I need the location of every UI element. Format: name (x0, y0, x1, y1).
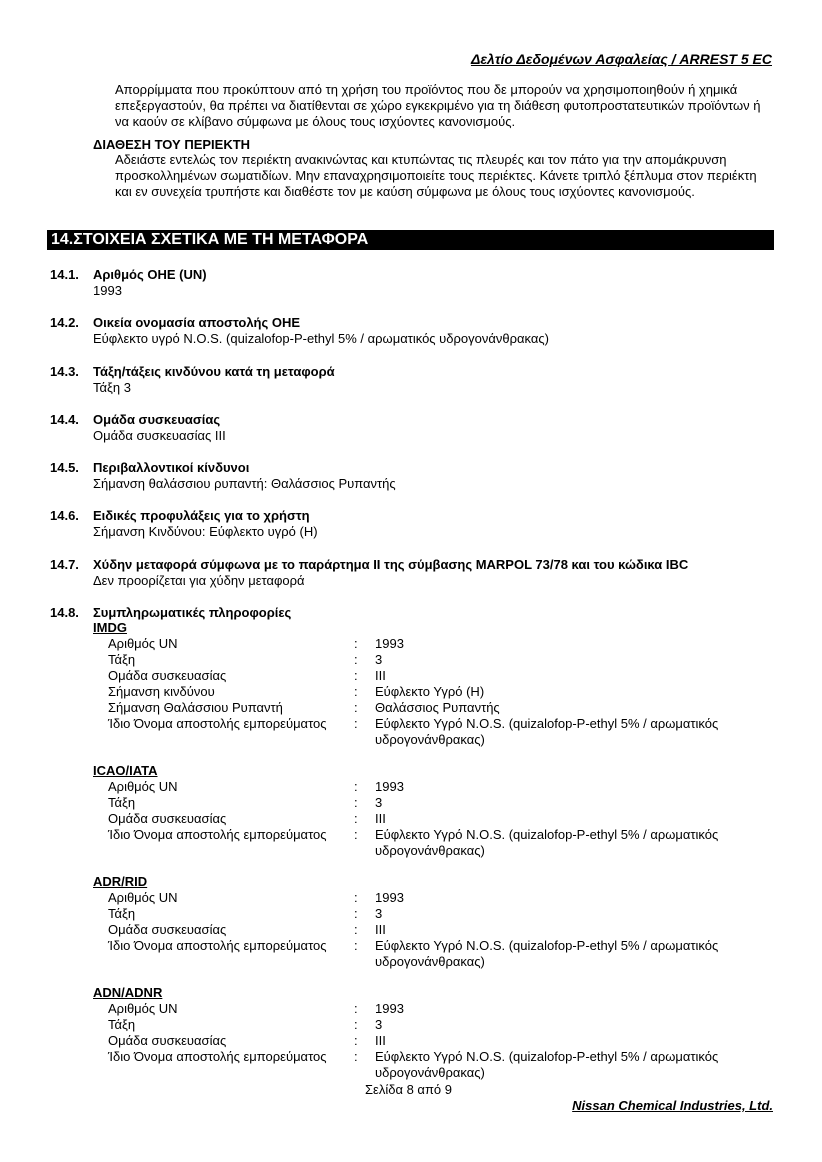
item-value: Ομάδα συσκευασίας III (93, 428, 226, 443)
row-key: Αριθμός UN (108, 890, 178, 905)
disposal-heading: ΔΙΑΘΕΣΗ ΤΟΥ ΠΕΡΙΕΚΤΗ (93, 137, 251, 152)
item-title: Χύδην μεταφορά σύμφωνα με το παράρτημα II της σύμβασης MARPOL 73/78 και του κώδικα IBC (93, 557, 689, 572)
row-key: Τάξη (108, 652, 136, 667)
adr-heading: ADR/RID (93, 874, 148, 889)
row-colon: : (354, 795, 358, 810)
row-key: Ίδιο Όνομα αποστολής εμπορεύματος (108, 1049, 327, 1064)
row-value: 1993 (375, 890, 404, 905)
row-key: Σήμανση κινδύνου (108, 684, 215, 699)
item-value: Σήμανση Κινδύνου: Εύφλεκτο υγρό (H) (93, 524, 318, 539)
item-title: Περιβαλλοντικοί κίνδυνοι (93, 460, 250, 475)
row-key: Αριθμός UN (108, 779, 178, 794)
row-value: III (375, 668, 386, 683)
row-value: III (375, 1033, 386, 1048)
item-number: 14.2. (50, 315, 79, 330)
intro-paragraph: Απορρίμματα που προκύπτουν από τη χρήση του προϊόντος που δε μπορούν να χρησιμοποιηθούν ή χημικά επεξεργαστούν, θα πρέπει να διατίθενται σε χώρο εγκεκριμένο για τη διάθεση φυτοπροστατευτικών προϊόντων ή να καούν σε κλίβανο σύμφωνα με όλους τους ισχύοντες κανονισμούς. (115, 82, 761, 129)
row-colon: : (354, 779, 358, 794)
item-number: 14.6. (50, 508, 79, 523)
row-key: Ομάδα συσκευασίας (108, 1033, 227, 1048)
item-title: Αριθμός ΟΗΕ (UN) (93, 267, 207, 282)
item-number: 14.4. (50, 412, 79, 427)
row-key: Αριθμός UN (108, 1001, 178, 1016)
row-colon: : (354, 906, 358, 921)
company-footer: Nissan Chemical Industries, Ltd. (572, 1098, 773, 1113)
row-colon: : (354, 827, 358, 842)
item-title: Ειδικές προφυλάξεις για το χρήστη (93, 508, 310, 523)
row-key: Ομάδα συσκευασίας (108, 922, 227, 937)
item-title: Ομάδα συσκευασίας (93, 412, 221, 427)
item-number: 14.8. (50, 605, 79, 620)
row-value: Εύφλεκτο Υγρό N.O.S. (quizalofop-P-ethyl 5% / αρωματικός υδρογονάνθρακας) (375, 827, 719, 858)
imdg-heading: IMDG (93, 620, 127, 635)
row-key: Ίδιο Όνομα αποστολής εμπορεύματος (108, 716, 327, 731)
item-number: 14.1. (50, 267, 79, 282)
disposal-paragraph: Αδειάστε εντελώς τον περιέκτη ανακινώντας και κτυπώντας τις πλευρές και τον πάτο για την απομάκρυνση προσκολλημένων σωματιδίων. Μην επαναχρησιμοποιείτε τους περιέκτες. Κάνετε τριπλό ξέπλυμα στον περιέκτη και εν συνεχεία τρυπήστε και διαθέστε τον με καύση σύμφωνα με όλους τους ισχύοντες κανονισμούς. (115, 152, 757, 199)
row-colon: : (354, 1049, 358, 1064)
row-colon: : (354, 1033, 358, 1048)
row-key: Τάξη (108, 1017, 136, 1032)
row-colon: : (354, 684, 358, 699)
row-colon: : (354, 636, 358, 651)
row-key: Ομάδα συσκευασίας (108, 668, 227, 683)
row-key: Σήμανση Θαλάσσιου Ρυπαντή (108, 700, 283, 715)
row-value: Εύφλεκτο Υγρό (H) (375, 684, 485, 699)
row-colon: : (354, 1001, 358, 1016)
row-value: 3 (375, 795, 383, 810)
row-value: 1993 (375, 1001, 404, 1016)
document-header: Δελτίο Δεδομένων Ασφαλείας / ARREST 5 EC (470, 51, 772, 67)
row-value: 1993 (375, 779, 404, 794)
row-colon: : (354, 716, 358, 731)
row-value: 3 (375, 1017, 383, 1032)
row-key: Τάξη (108, 795, 136, 810)
row-colon: : (354, 668, 358, 683)
row-value: Θαλάσσιος Ρυπαντής (375, 700, 500, 715)
item-title: Οικεία ονομασία αποστολής ΟΗΕ (93, 315, 301, 330)
row-value: III (375, 922, 386, 937)
row-value: Εύφλεκτο Υγρό N.O.S. (quizalofop-P-ethyl 5% / αρωματικός υδρογονάνθρακας) (375, 938, 719, 969)
row-value: 3 (375, 652, 383, 667)
row-colon: : (354, 890, 358, 905)
item-value: Σήμανση θαλάσσιου ρυπαντή: Θαλάσσιος Ρυπαντής (93, 476, 396, 491)
row-value: Εύφλεκτο Υγρό N.O.S. (quizalofop-P-ethyl 5% / αρωματικός υδρογονάνθρακας) (375, 716, 719, 747)
item-number: 14.5. (50, 460, 79, 475)
item-value: Τάξη 3 (93, 380, 131, 395)
item-number: 14.3. (50, 364, 79, 379)
row-value: 1993 (375, 636, 404, 651)
row-colon: : (354, 938, 358, 953)
row-key: Τάξη (108, 906, 136, 921)
row-colon: : (354, 1017, 358, 1032)
row-colon: : (354, 700, 358, 715)
icao-heading: ICAO/IATA (93, 763, 158, 778)
row-colon: : (354, 922, 358, 937)
row-value: Εύφλεκτο Υγρό N.O.S. (quizalofop-P-ethyl 5% / αρωματικός υδρογονάνθρακας) (375, 1049, 719, 1080)
row-value: 3 (375, 906, 383, 921)
row-key: Ίδιο Όνομα αποστολής εμπορεύματος (108, 827, 327, 842)
item-value: Εύφλεκτο υγρό N.O.S. (quizalofop-P-ethyl 5% / αρωματικός υδρογονάνθρακας) (93, 331, 549, 346)
item-title: Συμπληρωματικές πληροφορίες (93, 605, 292, 620)
row-colon: : (354, 652, 358, 667)
page-number: Σελίδα 8 από 9 (365, 1082, 452, 1097)
adn-heading: ADN/ADNR (93, 985, 163, 1000)
row-value: III (375, 811, 386, 826)
row-colon: : (354, 811, 358, 826)
item-value: Δεν προορίζεται για χύδην μεταφορά (93, 573, 305, 588)
row-key: Ίδιο Όνομα αποστολής εμπορεύματος (108, 938, 327, 953)
row-key: Αριθμός UN (108, 636, 178, 651)
section-14-heading: 14.ΣΤΟΙΧΕΙΑ ΣΧΕΤΙΚΑ ΜΕ ΤΗ ΜΕΤΑΦΟΡΑ (47, 230, 774, 250)
row-key: Ομάδα συσκευασίας (108, 811, 227, 826)
item-value: 1993 (93, 283, 122, 298)
item-number: 14.7. (50, 557, 79, 572)
item-title: Τάξη/τάξεις κινδύνου κατά τη μεταφορά (93, 364, 335, 379)
